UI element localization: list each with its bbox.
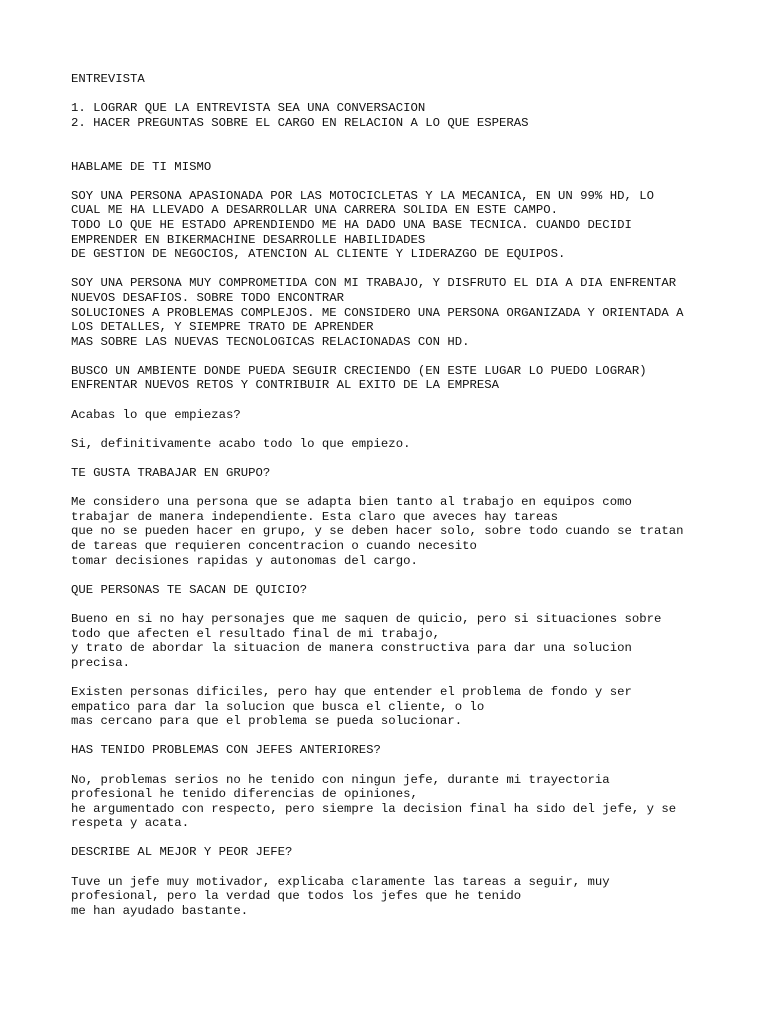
blank-line: [71, 145, 731, 160]
blank-line: [71, 729, 731, 744]
document-line: ENFRENTAR NUEVOS RETOS Y CONTRIBUIR AL EXITO DE LA EMPRESA: [71, 378, 500, 393]
document-line: DESCRIBE AL MEJOR Y PEOR JEFE?: [71, 845, 293, 860]
blank-line: [71, 860, 731, 875]
document-line: TE GUSTA TRABAJAR EN GRUPO?: [71, 466, 271, 481]
document-line: Tuve un jefe muy motivador, explicaba claramente las tareas a seguir, muy: [71, 874, 610, 889]
blank-line: [71, 349, 731, 364]
document-line: y trato de abordar la situacion de manera constructiva para dar una solucion: [71, 641, 632, 656]
document-line: CUAL ME HA LLEVADO A DESARROLLAR UNA CARRERA SOLIDA EN ESTE CAMPO.: [71, 203, 559, 218]
document-line: me han ayudado bastante.: [71, 903, 249, 918]
document-line: MAS SOBRE LAS NUEVAS TECNOLOGICAS RELACIONADAS CON HD.: [71, 334, 470, 349]
document-line: Bueno en si no hay personajes que me saquen de quicio, pero si situaciones sobre: [71, 611, 662, 626]
document-line: trabajar de manera independiente. Esta claro que aveces hay tareas: [71, 509, 559, 524]
document-line: HAS TENIDO PROBLEMAS CON JEFES ANTERIORES?: [71, 743, 381, 758]
document-line: SOLUCIONES A PROBLEMAS COMPLEJOS. ME CONSIDERO UNA PERSONA ORGANIZADA Y ORIENTADA A: [71, 305, 684, 320]
blank-line: [71, 481, 731, 496]
blank-line: [71, 130, 731, 145]
document-line: NUEVOS DESAFIOS. SOBRE TODO ENCONTRAR: [71, 290, 345, 305]
blank-line: [71, 831, 731, 846]
document-line: profesional, pero la verdad que todos los jefes que he tenido: [71, 889, 522, 904]
document-line: Me considero una persona que se adapta bien tanto al trabajo en equipos como: [71, 495, 632, 510]
blank-line: [71, 262, 731, 277]
document-line: 1. LOGRAR QUE LA ENTREVISTA SEA UNA CONVERSACION: [71, 101, 426, 116]
document-line: QUE PERSONAS TE SACAN DE QUICIO?: [71, 582, 308, 597]
blank-line: [71, 451, 731, 466]
document-line: he argumentado con respecto, pero siempre la decision final ha sido del jefe, y se: [71, 801, 677, 816]
document-line: HABLAME DE TI MISMO: [71, 159, 212, 174]
document-line: Existen personas dificiles, pero hay que entender el problema de fondo y ser: [71, 684, 632, 699]
document-line: que no se pueden hacer en grupo, y se deben hacer solo, sobre todo cuando se tratan: [71, 524, 684, 539]
document-line: EMPRENDER EN BIKERMACHINE DESARROLLE HABILIDADES: [71, 232, 426, 247]
document-line: SOY UNA PERSONA MUY COMPROMETIDA CON MI TRABAJO, Y DISFRUTO EL DIA A DIA ENFRENTAR: [71, 276, 677, 291]
document-line: precisa.: [71, 655, 131, 670]
document-line: Acabas lo que empiezas?: [71, 407, 241, 422]
document-line: 2. HACER PREGUNTAS SOBRE EL CARGO EN RELACION A LO QUE ESPERAS: [71, 115, 529, 130]
document-line: ENTREVISTA: [71, 72, 145, 86]
document-line: BUSCO UN AMBIENTE DONDE PUEDA SEGUIR CRECIENDO (EN ESTE LUGAR LO PUEDO LOGRAR): [71, 363, 647, 378]
document-line: TODO LO QUE HE ESTADO APRENDIENDO ME HA DADO UNA BASE TECNICA. CUANDO DECIDI: [71, 217, 632, 232]
document-line: todo que afecten el resultado final de mi trabajo,: [71, 626, 440, 641]
document-line: de tareas que requieren concentracion o cuando necesito: [71, 539, 477, 553]
document-line: DE GESTION DE NEGOCIOS, ATENCION AL CLIENTE Y LIDERAZGO DE EQUIPOS.: [71, 247, 566, 262]
document-line: empatico para dar la solucion que busca el cliente, o lo: [71, 699, 485, 714]
document-line: profesional he tenido diferencias de opiniones,: [71, 787, 418, 802]
blank-line: [71, 568, 731, 583]
blank-line: [71, 422, 731, 437]
blank-line: [71, 174, 731, 189]
document-line: SOY UNA PERSONA APASIONADA POR LAS MOTOCICLETAS Y LA MECANICA, EN UN 99% HD, LO: [71, 188, 654, 203]
document-line: No, problemas serios no he tenido con ningun jefe, durante mi trayectoria: [71, 772, 610, 787]
blank-line: [71, 758, 731, 773]
document-body: [71, 72, 731, 918]
document-line: LOS DETALLES, Y SIEMPRE TRATO DE APRENDER: [71, 320, 374, 335]
document-line: tomar decisiones rapidas y autonomas del cargo.: [71, 553, 418, 568]
blank-line: [71, 87, 731, 102]
blank-line: [71, 670, 731, 685]
blank-line: [71, 597, 731, 612]
document-line: respeta y acata.: [71, 816, 190, 831]
blank-line: [71, 393, 731, 408]
document-line: mas cercano para que el problema se pueda solucionar.: [71, 714, 463, 729]
document-line: Si, definitivamente acabo todo lo que empiezo.: [71, 436, 411, 451]
